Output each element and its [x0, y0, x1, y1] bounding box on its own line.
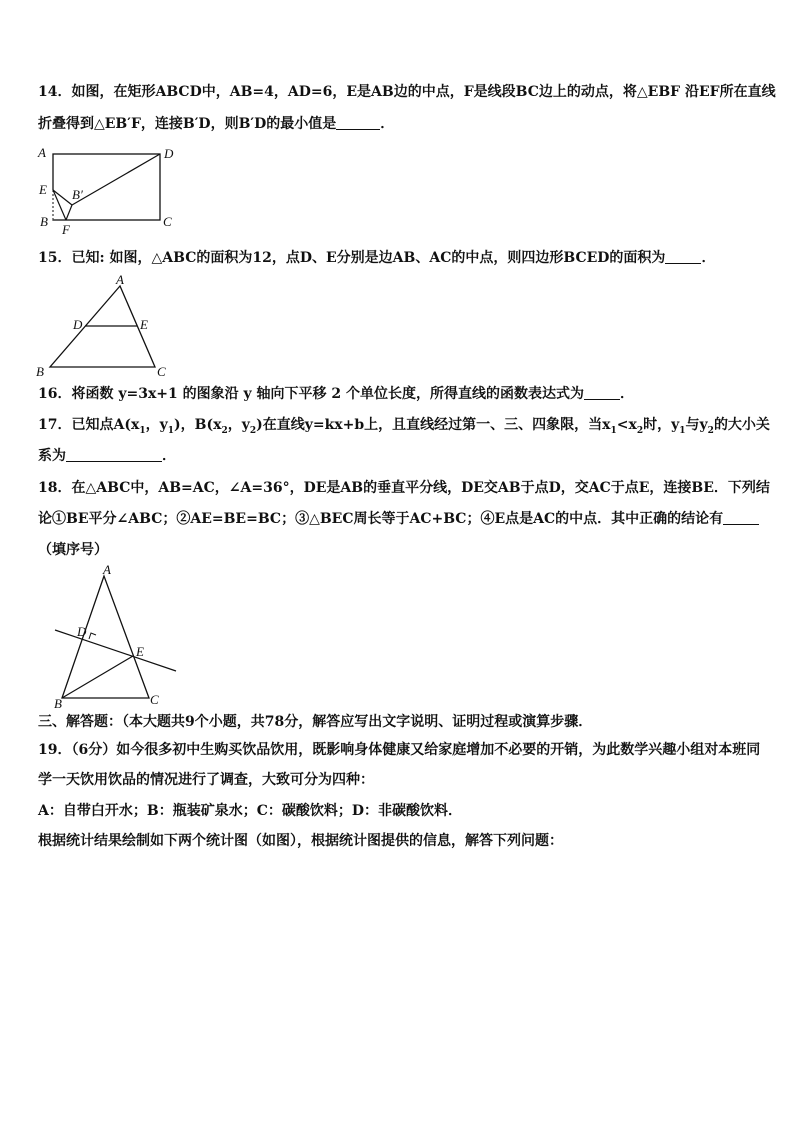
q17-answer-blank[interactable]	[66, 447, 162, 462]
q15-text-after: ．	[701, 250, 716, 266]
q17-part: )，B(x	[174, 417, 222, 433]
q14-text-line1: 14．如图，在矩形ABCD中，AB=4，AD=6，E是AB边的中点，F是线段BC边上的动点，将△EBF 沿EF所在直线	[38, 84, 776, 100]
q18-label-d: D	[77, 624, 87, 639]
q14-label-a: A	[38, 145, 46, 160]
q19-text-line2: 学一天饮用饮品的情况进行了调查，大致可分为四种：	[38, 772, 374, 788]
q14-label-c: C	[163, 214, 172, 229]
q15-label-b: B	[36, 364, 44, 379]
q14-b-prime-d-line	[72, 154, 160, 205]
q17-part: )在直线y=kx+b上，且直线经过第一、三、四象限，当x	[256, 417, 611, 433]
q18-label-a: A	[103, 562, 111, 577]
q17-subscript: 1	[167, 425, 174, 436]
q19-text-line4: 根据统计结果绘制如下两个统计图（如图），根据统计图提供的信息，解答下列问题：	[38, 833, 563, 849]
q18-text-line2	[38, 509, 758, 529]
q17-part: 与y	[685, 417, 708, 433]
q15-figure	[30, 272, 180, 380]
q16-text-after: ．	[620, 386, 635, 402]
q18-answer-blank[interactable]	[723, 510, 759, 525]
q18-label-b: B	[54, 696, 62, 711]
q14-text-line2-after: ．	[380, 116, 395, 132]
section3-heading: 三、解答题：（本大题共9个小题，共78分，解答应写出文字说明、证明过程或演算步骤．	[38, 714, 593, 730]
q14-figure	[30, 140, 190, 240]
q19-text-line3: A：自带白开水；B：瓶装矿泉水；C：碳酸饮料；D：非碳酸饮料．	[38, 803, 462, 819]
q17-part: ，y	[227, 417, 250, 433]
q17-text-line2	[38, 446, 758, 466]
q18-text-line2-before: 论①BE平分∠ABC；②AE=BE=BC；③△BEC周长等于AC+BC；④E点是AC的中点．其中正确的结论有	[38, 511, 724, 527]
q15-text-before: 15．已知: 如图，△ABC的面积为12，点D、E分别是边AB、AC的中点，则四边形BCED的面积为	[38, 250, 666, 266]
q18-be-line	[62, 656, 133, 698]
q17-text-line2-after: ．	[162, 448, 176, 464]
q14-label-f: F	[62, 222, 70, 237]
q14-text-line2-before: 折叠得到△EB′F，连接B′D，则B′D的最小值是	[38, 116, 337, 132]
q17-text-line1	[38, 415, 770, 441]
q15-answer-blank[interactable]	[665, 249, 701, 264]
q18-label-c: C	[150, 692, 159, 707]
q14-label-e: E	[39, 182, 47, 197]
q17-part: <x	[616, 417, 637, 433]
q16-text-before: 16．将函数 y=3x+1 的图象沿 y 轴向下平移 2 个单位长度，所得直线的函数表达式为	[38, 386, 585, 402]
q17-subscript: 2	[221, 425, 228, 436]
q14-label-b: B	[40, 214, 48, 229]
q17-part: 时，y	[643, 417, 680, 433]
q15-label-c: C	[157, 364, 166, 379]
q17-text-line2-before: 系为	[38, 448, 66, 464]
q17-subscript: 2	[707, 425, 714, 436]
q17-subscript: 1	[679, 425, 686, 436]
q14-answer-blank[interactable]	[336, 115, 380, 130]
q16-answer-blank[interactable]	[584, 385, 620, 400]
q17-subscript: 1	[610, 425, 617, 436]
q18-text-line3: （填序号）	[38, 542, 108, 558]
q17-part: 17．已知点A(x	[38, 417, 140, 433]
q14-b-prime-f-line	[66, 205, 72, 220]
q18-figure	[40, 562, 190, 712]
q15-text	[38, 248, 758, 268]
q17-part: ，y	[145, 417, 168, 433]
q16-text	[38, 384, 758, 404]
q17-subscript: 2	[636, 425, 644, 436]
q17-subscript: 1	[139, 425, 146, 436]
q14-text-line2	[38, 114, 758, 134]
q15-label-e: E	[140, 317, 148, 332]
q15-label-a: A	[116, 272, 124, 287]
q14-label-b-prime: B′	[72, 187, 83, 202]
q17-subscript: 2	[249, 425, 257, 436]
q19-text-line1: 19．（6分）如今很多初中生购买饮品饮用，既影响身体健康又给家庭增加不必要的开销，为此数学兴趣小组对本班同	[38, 742, 761, 758]
q18-text-line1: 18．在△ABC中，AB=AC，∠A=36°，DE是AB的垂直平分线，DE交AB于点D，交AC于点E，连接BE．下列结	[38, 480, 770, 496]
q14-label-d: D	[164, 146, 174, 161]
q18-label-e: E	[136, 644, 144, 659]
q18-right-angle-mark	[89, 633, 96, 639]
q15-label-d: D	[73, 317, 83, 332]
q17-part: 的大小关	[713, 417, 770, 433]
